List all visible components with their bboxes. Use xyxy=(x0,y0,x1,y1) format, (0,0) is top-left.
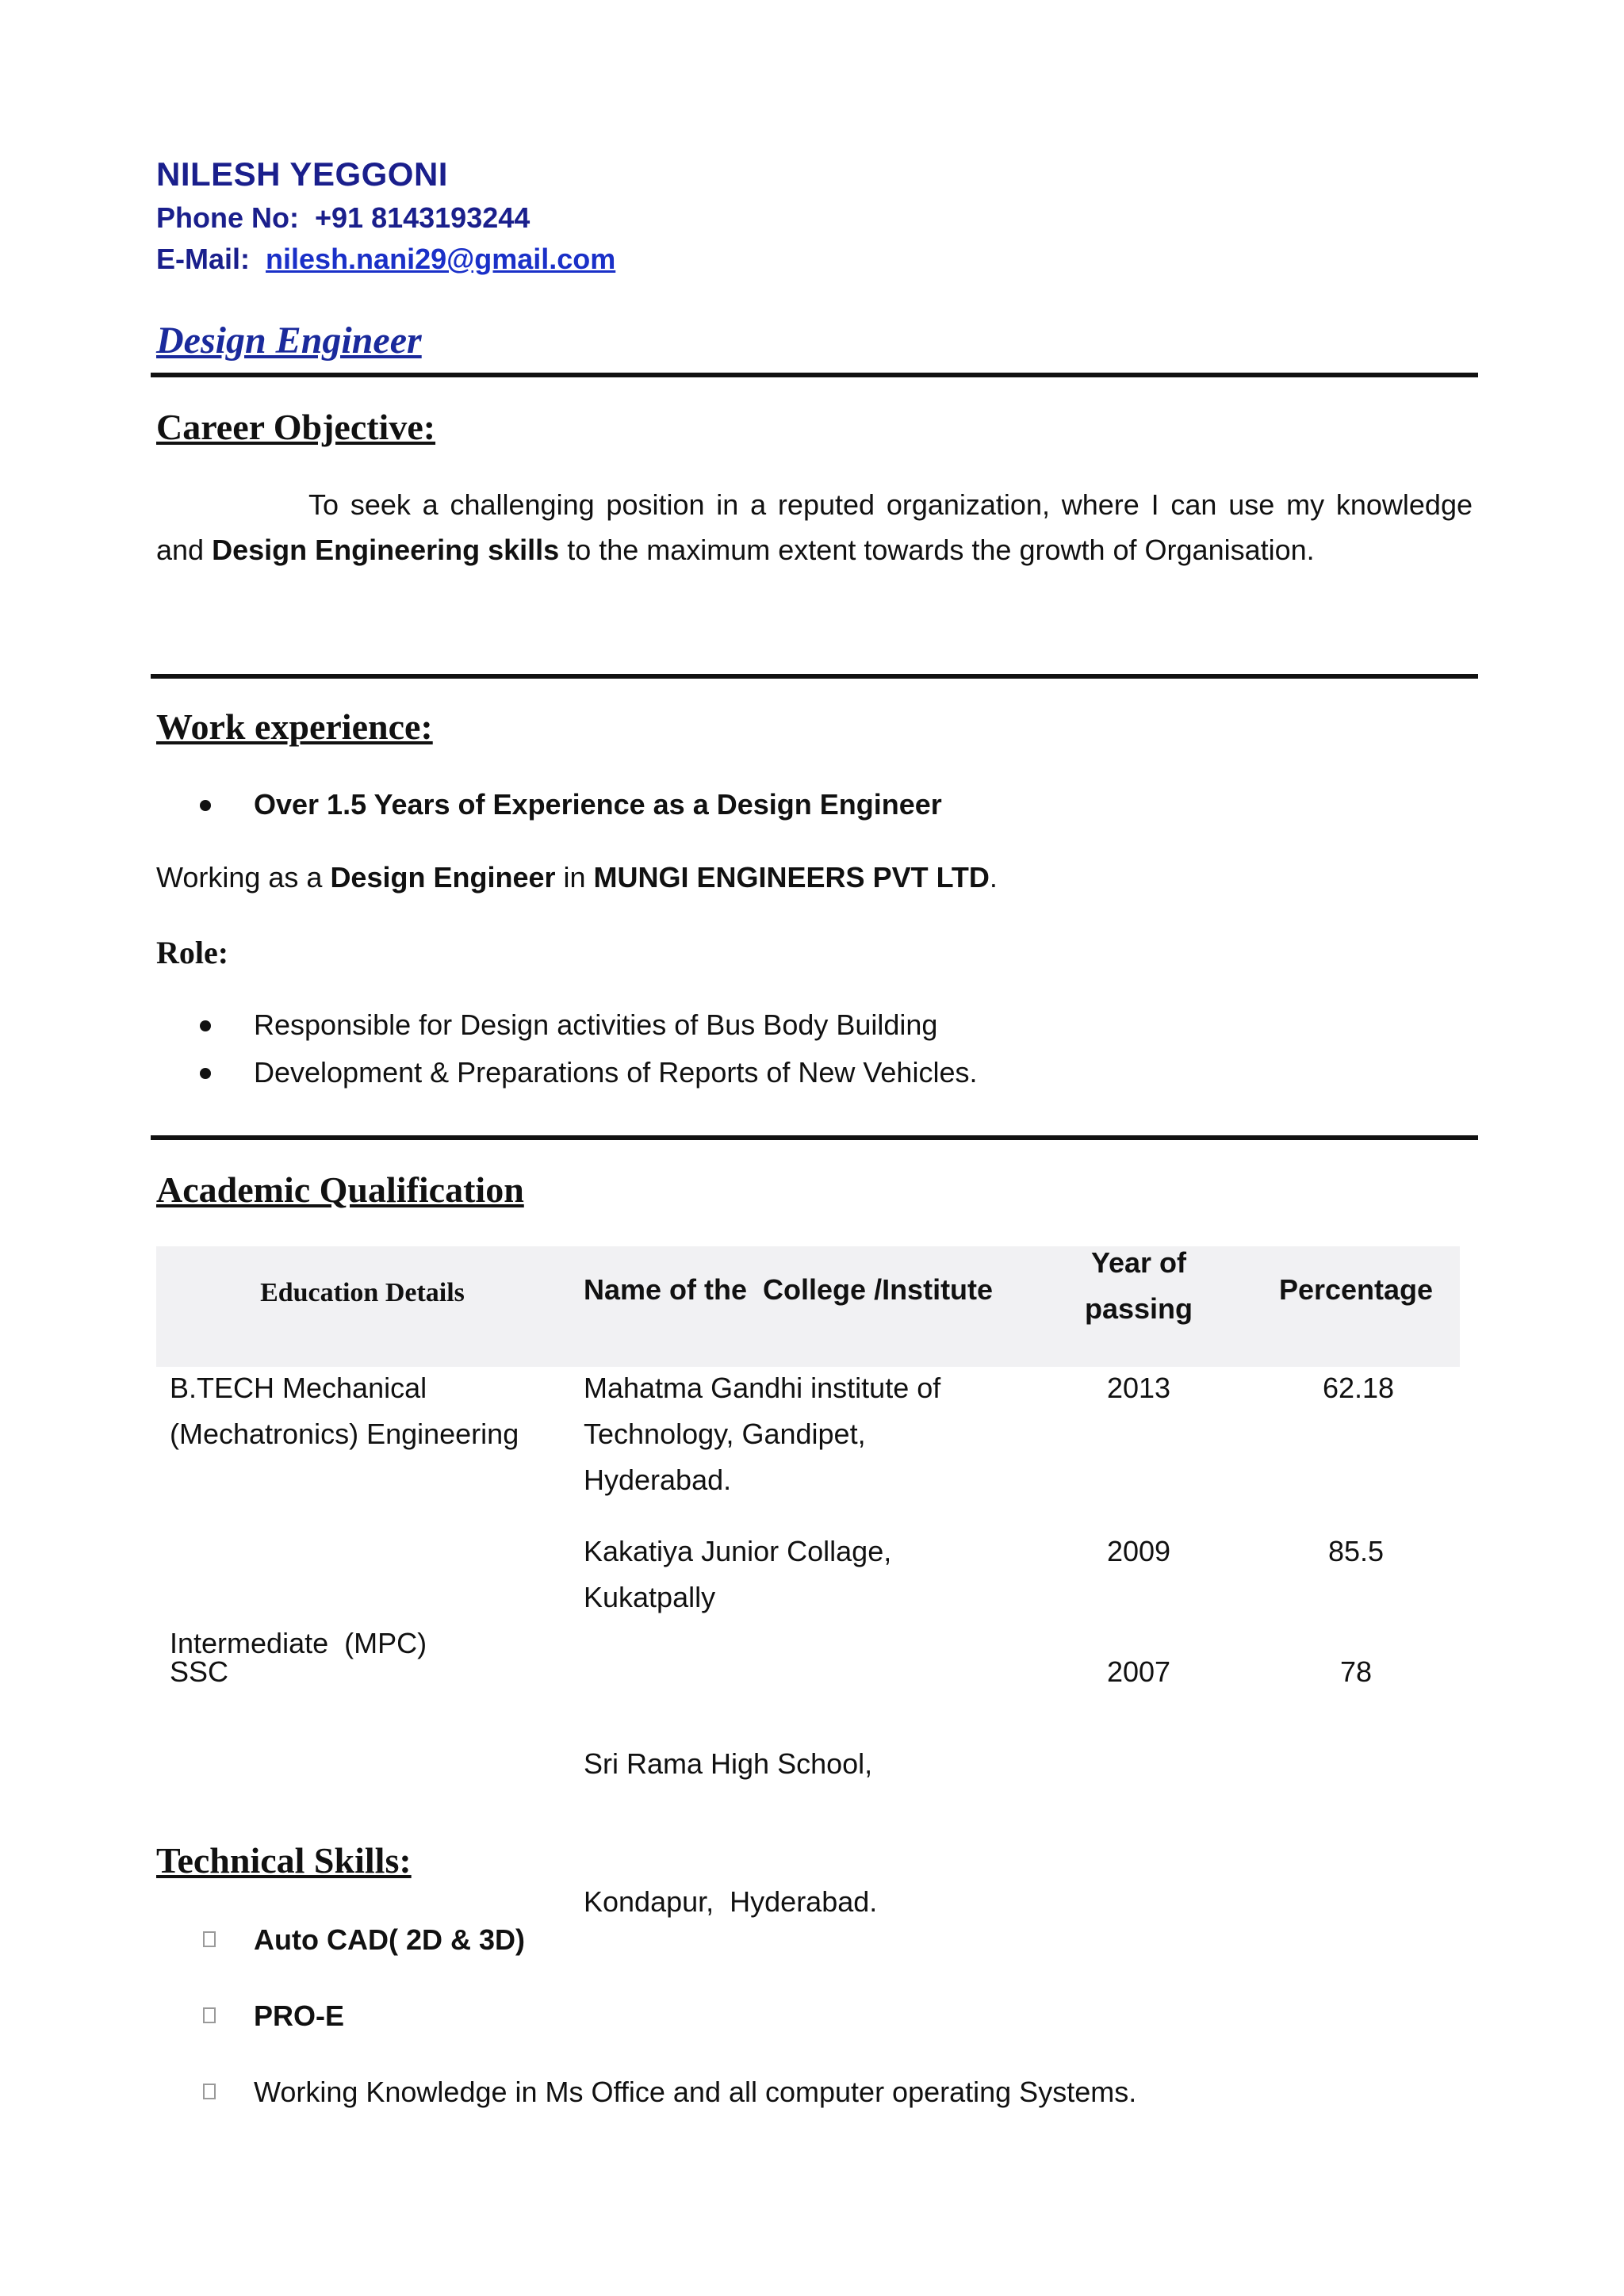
work-line-mid: in xyxy=(555,861,594,894)
education-cell-line: Intermediate (MPC) xyxy=(170,1627,427,1659)
role-item-text: Development & Preparations of Reports of New Vehicles. xyxy=(254,1056,978,1089)
education-cell-line: (Mechatronics) Engineering xyxy=(170,1418,519,1450)
role-item-text: Responsible for Design activities of Bus Body Building xyxy=(254,1008,938,1041)
career-objective-text xyxy=(156,482,1473,572)
percentage-cell: 78 xyxy=(1339,1655,1373,1688)
skill-item-text: PRO-E xyxy=(254,1999,345,2032)
career-text-bold: Design Engineering skills xyxy=(212,534,560,566)
phone-line xyxy=(156,201,530,235)
experience-highlight-text: Over 1.5 Years of Experience as a Design Engineer xyxy=(254,788,942,821)
career-objective-heading: Career Objective: xyxy=(156,407,436,447)
column-header-year-line1: Year of xyxy=(1090,1246,1187,1279)
skill-item-text: Working Knowledge in Ms Office and all computer operating Systems. xyxy=(254,2076,1137,2108)
checkbox-bullet-icon xyxy=(203,1931,216,1947)
column-header-education: Education Details xyxy=(260,1278,465,1307)
college-cell xyxy=(584,1649,877,2017)
column-header-year-line2: passing xyxy=(1084,1292,1193,1325)
candidate-name: NILESH YEGGONI xyxy=(156,155,448,193)
phone-value: +91 8143193244 xyxy=(315,201,530,234)
year-cell: 2007 xyxy=(1106,1655,1171,1688)
work-line-company: MUNGI ENGINEERS PVT LTD xyxy=(593,861,990,894)
bullet-icon xyxy=(200,800,211,811)
bullet-icon xyxy=(200,1020,211,1031)
table-row xyxy=(170,1649,228,1695)
career-text-part1: To seek a challenging position in a reputed organization, where I can use my knowledge and xyxy=(156,488,1473,566)
college-cell xyxy=(584,1365,940,1503)
bullet-icon xyxy=(200,1068,211,1079)
work-line-prefix: Working as a xyxy=(156,861,331,894)
work-line-role: Design Engineer xyxy=(330,861,556,894)
checkbox-bullet-icon xyxy=(203,2007,216,2023)
table-row xyxy=(170,1529,427,1758)
education-cell-line: SSC xyxy=(170,1655,229,1688)
year-cell: 2013 xyxy=(1106,1372,1171,1404)
year-cell: 2009 xyxy=(1106,1535,1171,1567)
college-cell xyxy=(584,1529,891,1621)
section-divider xyxy=(151,674,1478,679)
college-cell-line: Kukatpally xyxy=(584,1581,716,1613)
email-link[interactable]: nilesh.nani29@gmail.com xyxy=(266,243,616,275)
column-header-college: Name of the College /Institute xyxy=(584,1273,994,1306)
role-label: Role: xyxy=(156,935,229,970)
college-cell-line: Kakatiya Junior Collage, xyxy=(584,1535,892,1567)
section-divider xyxy=(151,1135,1478,1140)
college-cell-line: Sri Rama High School, xyxy=(584,1747,873,1780)
email-label: E-Mail: xyxy=(156,243,251,275)
section-divider xyxy=(151,373,1478,377)
percentage-cell: 85.5 xyxy=(1327,1535,1385,1567)
work-line xyxy=(156,861,998,894)
education-cell-line: B.TECH Mechanical xyxy=(170,1372,427,1404)
column-header-percentage: Percentage xyxy=(1278,1273,1434,1306)
career-text-part2: to the maximum extent towards the growth of Organisation. xyxy=(559,534,1315,566)
college-cell-line: Technology, Gandipet, xyxy=(584,1418,866,1450)
job-title: Design Engineer xyxy=(156,320,422,362)
college-cell-line: Mahatma Gandhi institute of xyxy=(584,1372,941,1404)
skill-item-text: Auto CAD( 2D & 3D) xyxy=(254,1923,525,1956)
work-experience-heading: Work experience: xyxy=(156,706,433,747)
academic-heading: Academic Qualification xyxy=(156,1169,524,1210)
college-cell-line: Hyderabad. xyxy=(584,1464,732,1496)
email-line xyxy=(156,243,615,276)
percentage-cell: 62.18 xyxy=(1322,1372,1395,1404)
table-row xyxy=(170,1365,519,1457)
phone-label: Phone No: xyxy=(156,201,299,234)
work-line-suffix: . xyxy=(989,861,998,894)
college-cell-line: Kondapur, Hyderabad. xyxy=(584,1885,878,1918)
checkbox-bullet-icon xyxy=(203,2084,216,2099)
technical-skills-heading: Technical Skills: xyxy=(156,1840,412,1881)
